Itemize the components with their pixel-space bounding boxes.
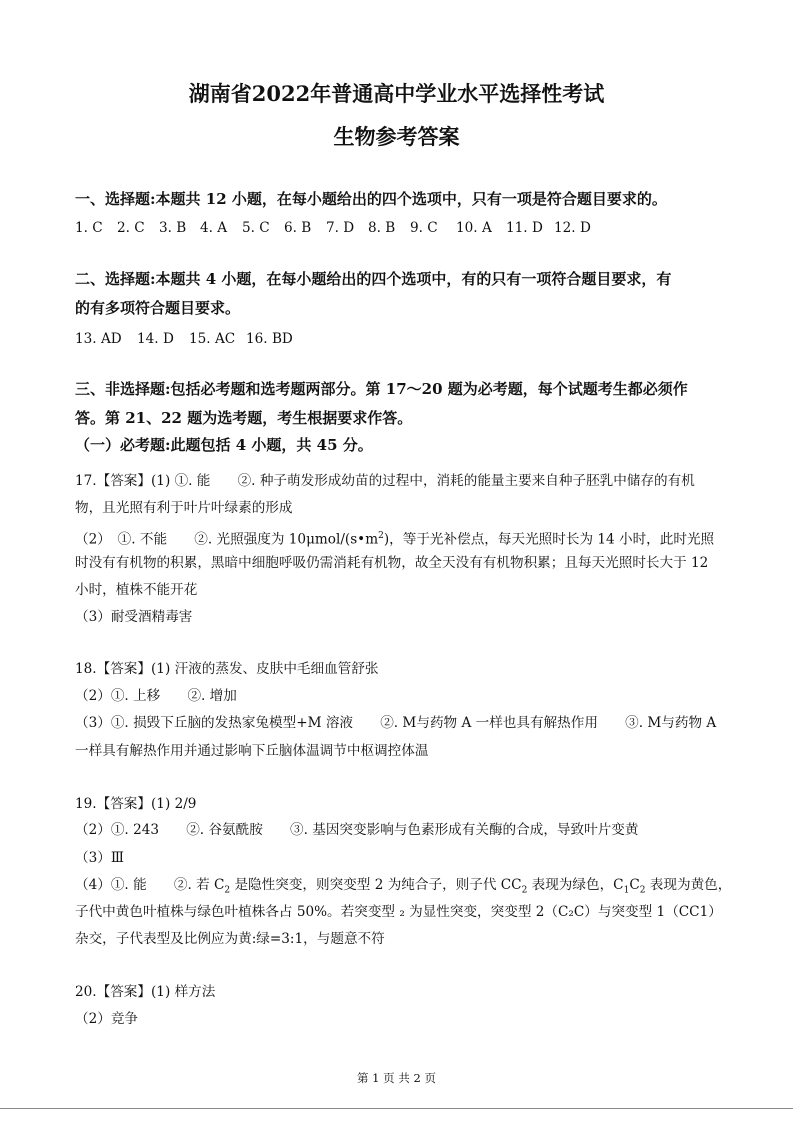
section3-subheading: （一）必考题:此题包括 4 小题，共 45 分。 xyxy=(75,436,373,454)
answer-item: 15. AC xyxy=(189,331,236,347)
section1-answers xyxy=(75,219,594,237)
q17-line3-a: （2） ①. 不能 ②. 光照强度为 10μmol/(s•m xyxy=(75,531,379,548)
answer-item: 7. D xyxy=(326,220,355,236)
q17-line4: 时没有有机物的积累，黑暗中细胞呼吸仍需消耗有机物，故全天没有有机物积累；且每天光照时长大于 12 xyxy=(75,555,709,571)
answer-item: 12. D xyxy=(554,220,591,236)
q18-line2: （2）①. 上移 ②. 增加 xyxy=(75,688,237,704)
section3-heading-line2: 答。第 21、22 题为选考题，考生根据要求作答。 xyxy=(75,409,413,427)
page-subtitle: 生物参考答案 xyxy=(333,124,460,149)
answer-item: 5. C xyxy=(242,220,270,236)
section1-heading: 一、选择题:本题共 12 小题，在每小题给出的四个选项中，只有一项是符合题目要求的。 xyxy=(75,190,667,208)
answer-item: 1. C xyxy=(75,220,103,236)
answer-item: 11. D xyxy=(506,220,543,236)
answer-item: 16. BD xyxy=(246,331,293,347)
answer-item: 9. C xyxy=(410,220,438,236)
section2-answers xyxy=(75,330,296,348)
q17-line5: 小时，植株不能开花 xyxy=(75,582,198,598)
subscript: 2 xyxy=(224,885,231,896)
answer-item: 10. A xyxy=(456,220,492,236)
q17-line1: 17.【答案】(1) ①. 能 ②. 种子萌发形成幼苗的过程中，消耗的能量主要来自种子胚乳中储存的有机 xyxy=(75,473,695,489)
page-title: 湖南省2022年普通高中学业水平选择性考试 xyxy=(188,81,605,106)
q17-line3 xyxy=(75,527,714,549)
subscript: 2 xyxy=(521,885,528,896)
answer-item: 13. AD xyxy=(75,331,122,347)
page-footer: 第 1 页 共 2 页 xyxy=(357,1071,436,1085)
q19-line1: 19.【答案】(1) 2/9 xyxy=(75,796,197,812)
footer-divider xyxy=(0,1108,793,1109)
answer-item: 14. D xyxy=(137,331,174,347)
q20-line1: 20.【答案】(1) 样方法 xyxy=(75,984,216,1000)
q19-line2: （2）①. 243 ②. 谷氨酰胺 ③. 基因突变影响与色素形成有关酶的合成，导致叶片变黄 xyxy=(75,822,639,838)
q18-line1: 18.【答案】(1) 汗液的蒸发、皮肤中毛细血管舒张 xyxy=(75,661,379,677)
answer-item: 8. B xyxy=(368,220,396,236)
section3-heading-line1: 三、非选择题:包括必考题和选考题两部分。第 17～20 题为必考题，每个试题考生都必须作 xyxy=(75,380,688,398)
q19-line3: （3）Ⅲ xyxy=(75,850,124,866)
q19-line5: 子代中黄色叶植株与绿色叶植株各占 50%。若突变型 ₂ 为显性突变，突变型 2（C₂C）与突变型 1（CC1） xyxy=(75,904,722,920)
q17-line2: 物，且光照有利于叶片叶绿素的形成 xyxy=(75,500,293,516)
q18-line3: （3）①. 损毁下丘脑的发热家兔模型+M 溶液 ②. M与药物 A 一样也具有解热作用 ③. M与药物 A xyxy=(75,715,717,731)
q20-line2: （2）竞争 xyxy=(75,1011,139,1027)
answer-item: 6. B xyxy=(284,220,312,236)
answer-item: 3. B xyxy=(159,220,187,236)
q19-line4-a: （4）①. 能 ②. 若 C xyxy=(75,877,225,893)
q18-line4: 一样具有解热作用并通过影响下丘脑体温调节中枢调控体温 xyxy=(75,743,429,759)
section2-heading-line1: 二、选择题:本题共 4 小题，在每小题给出的四个选项中，有的只有一项符合题目要求，有 xyxy=(75,270,672,288)
answer-item: 2. C xyxy=(117,220,145,236)
q17-line3-b: )，等于光补偿点，每天光照时长为 14 小时，此时光照 xyxy=(383,531,715,548)
q17-line6: （3）耐受酒精毒害 xyxy=(75,609,193,625)
q19-line4-b: 是隐性突变，则突变型 2 为纯合子，则子代 CC xyxy=(230,877,522,893)
subscript: 1 xyxy=(623,885,630,896)
q19-line4 xyxy=(75,876,731,900)
subscript: 2 xyxy=(639,885,646,896)
q19-line6: 杂交，子代表型及比例应为黄:绿=3:1，与题意不符 xyxy=(75,931,385,947)
q19-line4-d: C xyxy=(629,877,640,893)
q19-line4-e: 表现为黄色， xyxy=(645,877,732,893)
q19-line4-c: 表现为绿色，C xyxy=(527,877,624,893)
section2-heading-line2: 的有多项符合题目要求。 xyxy=(75,299,241,317)
answer-item: 4. A xyxy=(200,220,228,236)
q17-line3-sup: 2 xyxy=(378,531,384,541)
